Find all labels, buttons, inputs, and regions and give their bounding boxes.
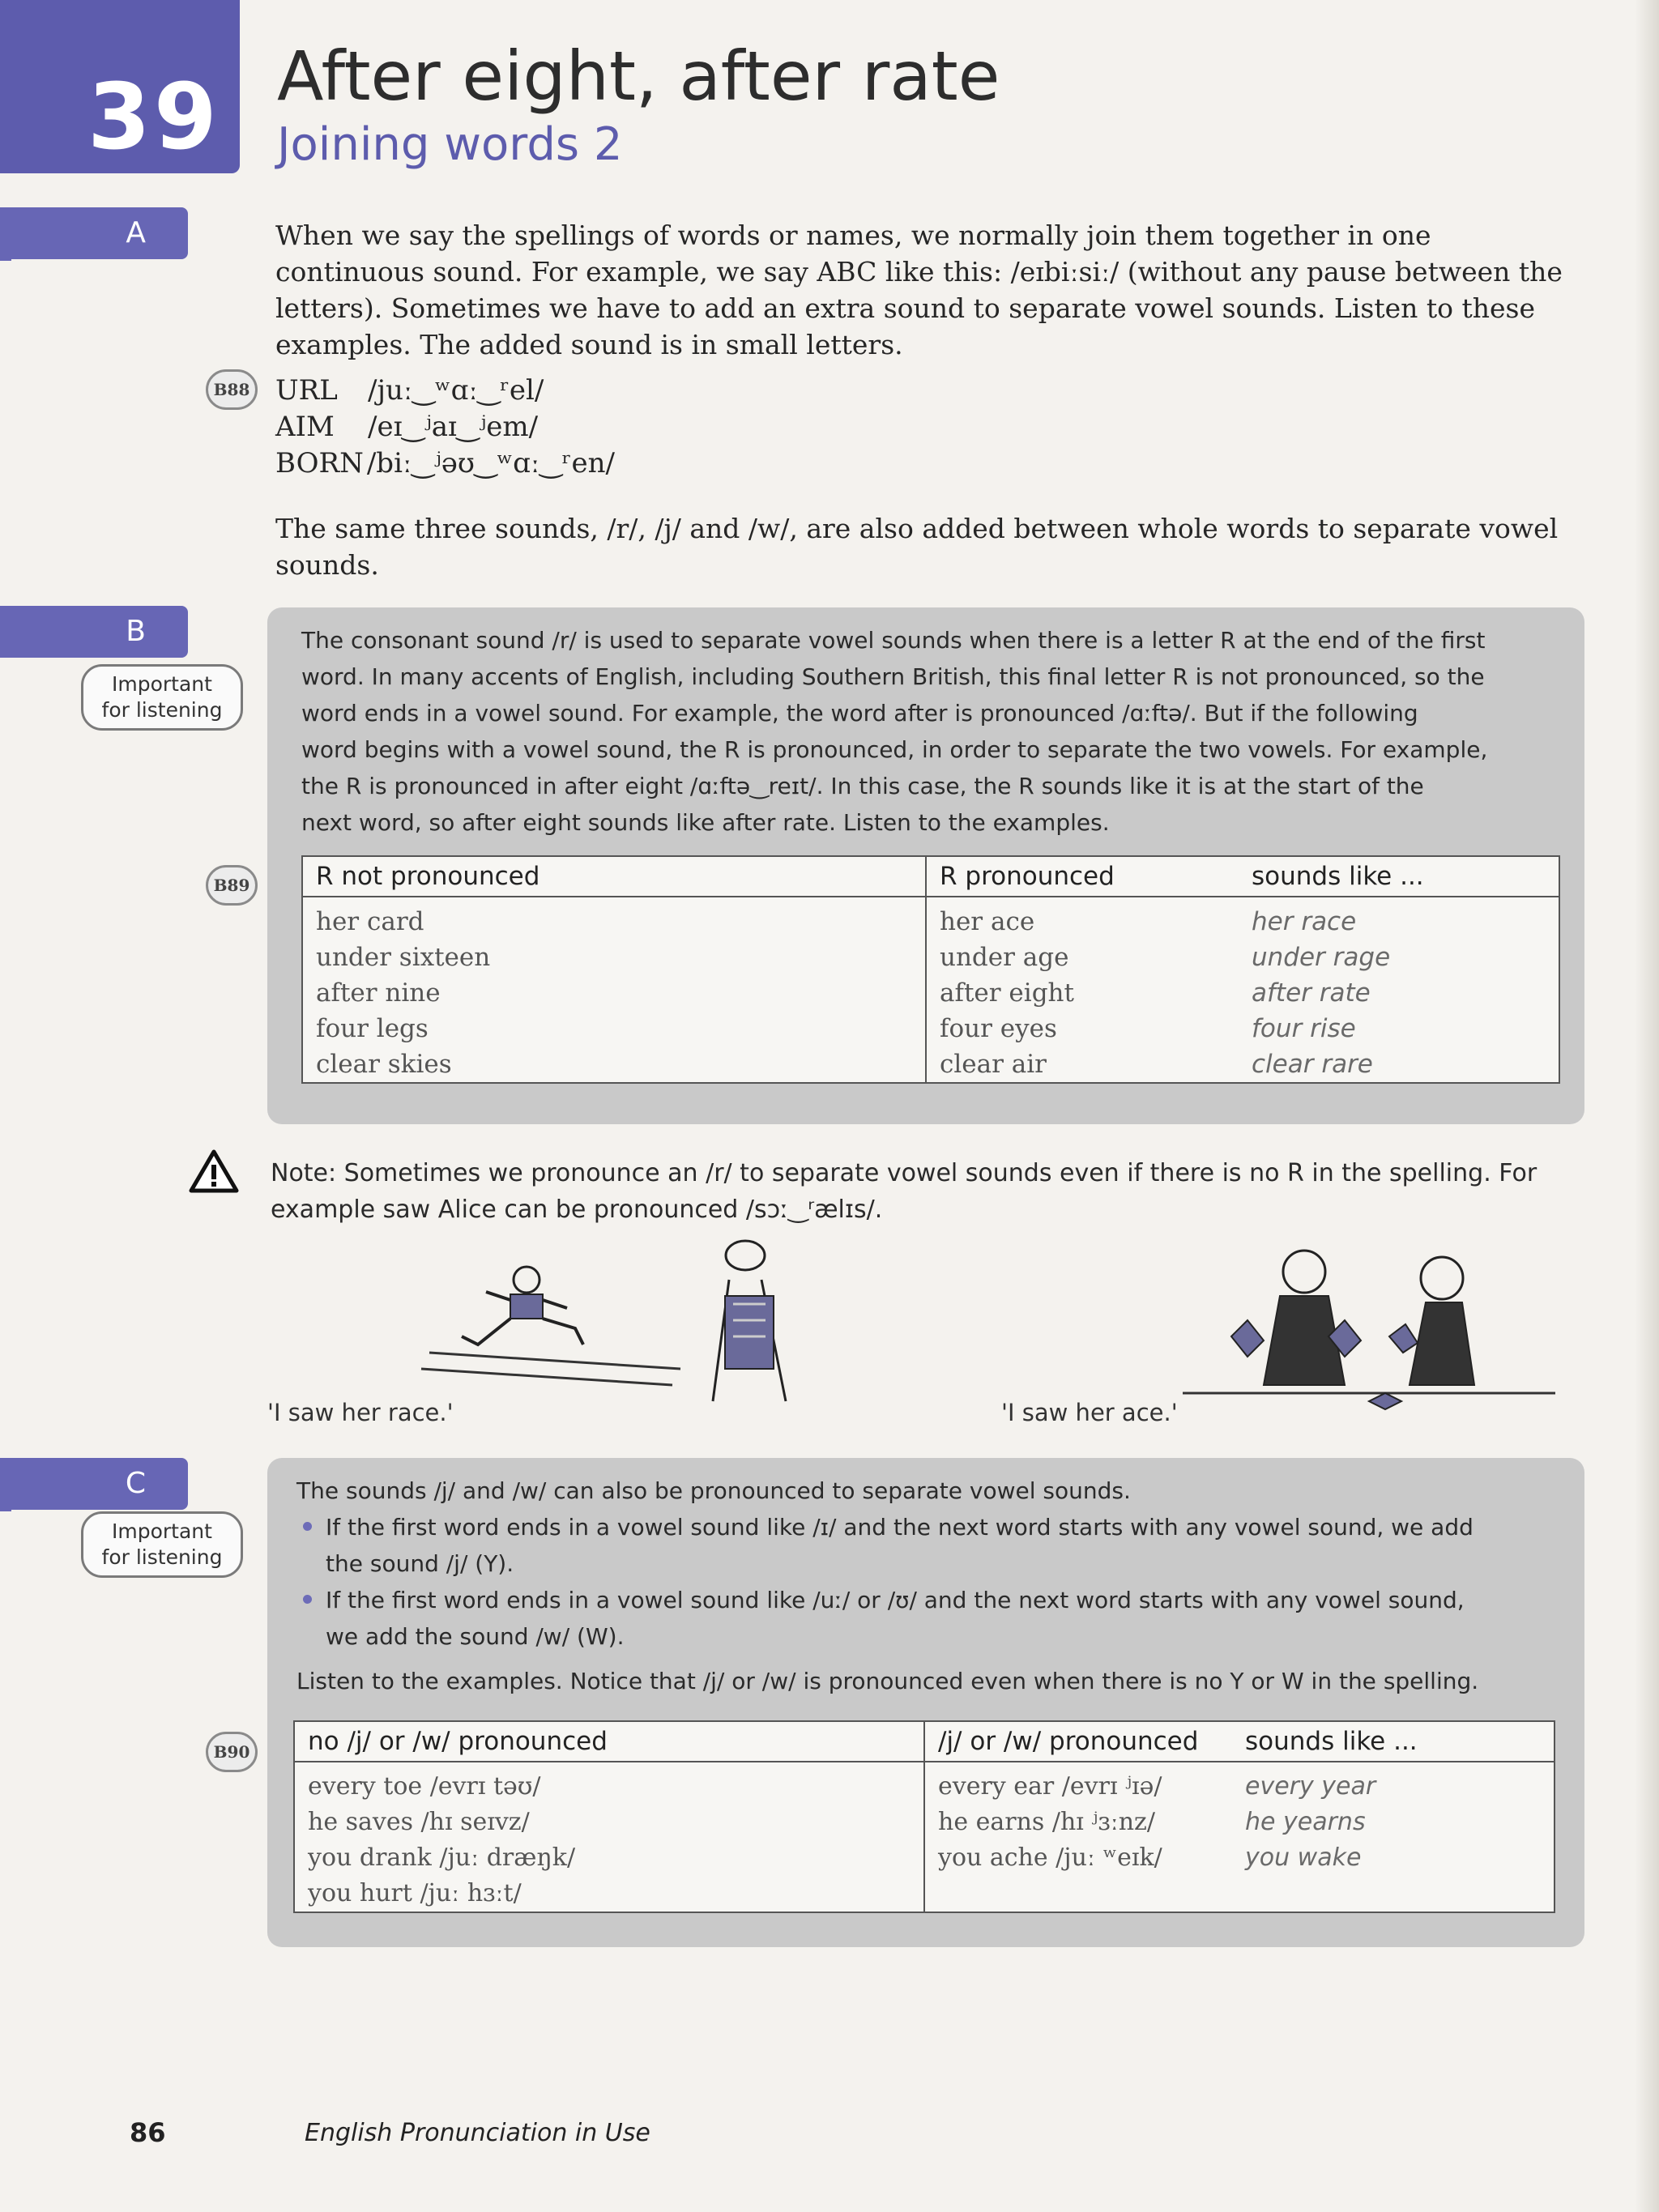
cell-item: four legs [316, 1014, 429, 1043]
table-cell-col2 [926, 897, 1239, 1083]
table-header-row [294, 1721, 1555, 1762]
audio-track-badge-b88[interactable]: B88 [206, 369, 258, 410]
table-cell-col3 [1239, 897, 1559, 1083]
cell-item: every ear /evrɪ ʲɪə/ [938, 1772, 1162, 1801]
cell-item: under sixteen [316, 943, 491, 972]
caption-ace: 'I saw her ace.' [1001, 1399, 1178, 1426]
text-line: word. In many accents of English, including Southern British, this final letter R is not pronounced, so the [301, 663, 1485, 690]
column-header: sounds like ... [1232, 1721, 1555, 1762]
warning-triangle-icon [188, 1149, 240, 1194]
list-item [296, 1509, 1576, 1582]
example-row [275, 447, 615, 479]
table-cell-col3 [1232, 1762, 1555, 1912]
page-number: 86 [130, 2117, 166, 2148]
cell-item: under age [940, 943, 1069, 972]
unit-number-box [0, 0, 240, 173]
book-title: English Pronunciation in Use [305, 2119, 650, 2147]
bubble-line: Important [112, 672, 212, 696]
text-line: The same three sounds, /r/, /j/ and /w/, are also added between whole words to separate vowel [275, 513, 1559, 544]
cell-item: her card [316, 907, 424, 936]
text-line: The consonant sound /r/ is used to separate vowel sounds when there is a letter R at the end of the first [301, 627, 1486, 654]
important-for-listening-bubble [81, 1511, 243, 1578]
cell-item: her ace [940, 907, 1035, 936]
example-word: URL [275, 374, 338, 407]
section-a-intro [275, 217, 1620, 363]
r-linking-table [301, 855, 1560, 1084]
text-line: sounds. [275, 549, 379, 581]
column-header: R pronounced [926, 856, 1239, 897]
cell-item: he saves /hɪ seɪvz/ [308, 1808, 530, 1836]
page-title: After eight, after rate [277, 36, 1000, 116]
list-item [296, 1582, 1576, 1655]
caption-race: 'I saw her race.' [267, 1399, 454, 1426]
cell-item: after nine [316, 978, 441, 1008]
audio-track-badge-b89[interactable]: B89 [206, 865, 258, 906]
cell-item: every year [1245, 1772, 1376, 1801]
section-b-explanation [301, 622, 1565, 841]
column-header: no /j/ or /w/ pronounced [294, 1721, 924, 1762]
example-phonetic: /biː‿ʲəʊ‿ʷɑː‿ʳen/ [366, 447, 615, 479]
text-line: If the first word ends in a vowel sound like /ɪ/ and the next word starts with any vowel sound, we add [326, 1514, 1473, 1541]
text-line: next word, so after eight sounds like after rate. Listen to the examples. [301, 809, 1110, 836]
example-phonetic: /eɪ‿ʲaɪ‿ʲem/ [368, 411, 539, 443]
example-phonetic: /juː‿ʷɑː‿ʳel/ [368, 374, 544, 407]
text-line: word begins with a vowel sound, the R is pronounced, in order to separate the two vowels. For example, [301, 736, 1488, 763]
table-cell-col1 [294, 1762, 924, 1912]
example-word: AIM [275, 411, 335, 443]
rule-list [296, 1509, 1576, 1655]
cell-item: clear rare [1252, 1050, 1373, 1079]
text-line: The sounds /j/ and /w/ can also be pronounced to separate vowel sounds. [296, 1477, 1131, 1504]
bubble-line: for listening [101, 698, 223, 722]
example-word: BORN [275, 447, 364, 479]
cell-item: every toe /evrɪ təʊ/ [308, 1772, 541, 1801]
cell-item: four eyes [940, 1014, 1057, 1043]
bubble-line: for listening [101, 1545, 223, 1569]
table-header-row [302, 856, 1559, 897]
cell-item: after rate [1252, 978, 1371, 1008]
text-line: we add the sound /w/ (W). [326, 1623, 625, 1650]
table-cell-col2 [924, 1762, 1232, 1912]
cell-item: clear skies [316, 1050, 452, 1079]
cell-item: you ache /juː ʷeɪk/ [938, 1843, 1162, 1872]
audio-track-badge-b90[interactable]: B90 [206, 1732, 258, 1772]
cell-item: clear air [940, 1050, 1047, 1079]
text-line: the R is pronounced in after eight /ɑːftə‿reɪt/. In this case, the R sounds like it is at the start of the [301, 773, 1424, 799]
text-line: example saw Alice can be pronounced /sɔː‿ʳælɪs/. [271, 1196, 883, 1224]
column-header: sounds like ... [1239, 856, 1559, 897]
text-line: examples. The added sound is in small letters. [275, 329, 903, 360]
text-line: the sound /j/ (Y). [326, 1550, 514, 1577]
page-subtitle: Joining words 2 [277, 118, 623, 171]
section-a-outro [275, 510, 1620, 583]
cell-item: under rage [1252, 943, 1391, 972]
page-edge-shadow [1635, 0, 1659, 2212]
section-a-rule [0, 258, 11, 261]
text-line: Listen to the examples. Notice that /j/ or /w/ is pronounced even when there is no Y or W in the spelling. [296, 1668, 1479, 1694]
text-line: letters). Sometimes we have to add an extra sound to separate vowel sounds. Listen to these [275, 292, 1535, 324]
cell-item: four rise [1252, 1014, 1356, 1043]
section-a-tab: A [0, 207, 188, 259]
column-header: R not pronounced [302, 856, 926, 897]
cell-item: he earns /hɪ ʲɜːnz/ [938, 1808, 1155, 1836]
cell-item: you wake [1245, 1843, 1362, 1872]
text-line: continuous sound. For example, we say ABC like this: /eɪbiːsiː/ (without any pause between the [275, 256, 1563, 288]
text-line: If the first word ends in a vowel sound like /uː/ or /ʊ/ and the next word starts with any vowel sound, [326, 1587, 1465, 1613]
bubble-line: Important [112, 1519, 212, 1543]
cell-item: after eight [940, 978, 1074, 1008]
cell-item: you drank /juː dræŋk/ [308, 1843, 576, 1872]
section-c-tab: C [0, 1458, 188, 1510]
table-row [294, 1762, 1555, 1912]
text-line: When we say the spellings of words or names, we normally join them together in one [275, 219, 1431, 251]
text-line: Note: Sometimes we pronounce an /r/ to separate vowel sounds even if there is no R in the spelling. For [271, 1159, 1537, 1187]
table-row [302, 897, 1559, 1083]
table-cell-col1 [302, 897, 926, 1083]
j-w-linking-table [293, 1720, 1555, 1913]
cell-item: her race [1252, 907, 1357, 936]
example-row [275, 374, 544, 407]
cell-item: he yearns [1245, 1808, 1366, 1836]
important-for-listening-bubble [81, 664, 243, 731]
unit-number: 39 [87, 65, 220, 170]
text-line: word ends in a vowel sound. For example, the word after is pronounced /ɑːftə/. But if the following [301, 700, 1418, 727]
example-row [275, 411, 538, 443]
runner-race-illustration [405, 1231, 859, 1409]
note-text [271, 1155, 1599, 1228]
section-c-rule [0, 1508, 11, 1511]
section-c-explanation [296, 1473, 1576, 1699]
section-b-tab: B [0, 606, 188, 658]
cell-item: you hurt /juː hɜːt/ [308, 1879, 522, 1907]
column-header: /j/ or /w/ pronounced [924, 1721, 1232, 1762]
card-players-illustration [1183, 1239, 1563, 1426]
